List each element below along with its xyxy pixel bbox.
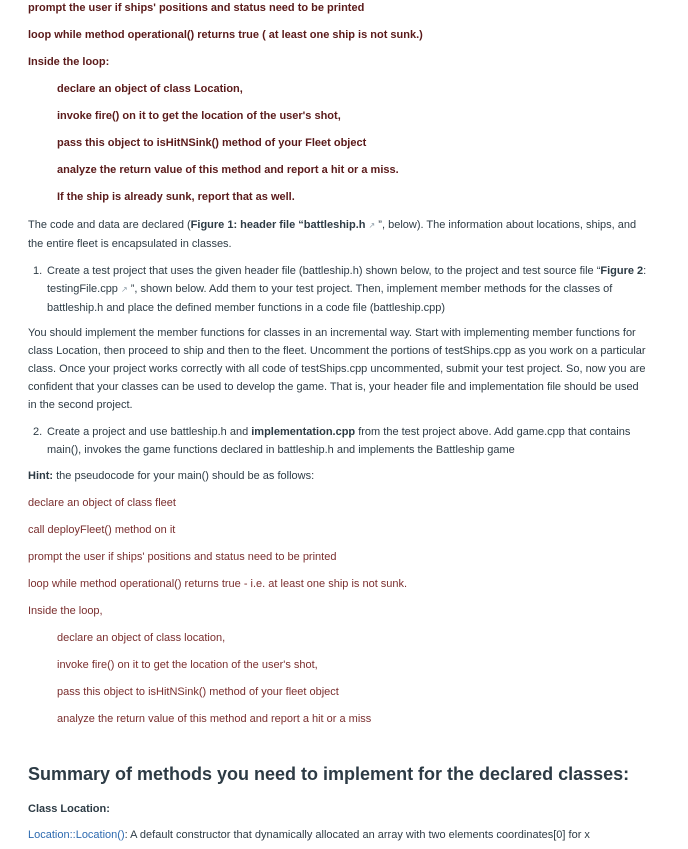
block1-line2: loop while method operational() returns true ( at least one ship is not sunk.): [28, 29, 423, 41]
figure1-label: Figure 1: header file “battleship.h: [190, 219, 366, 231]
block1-line6: pass this object to isHitNSink() method of your Fleet object: [57, 137, 367, 149]
block1-line1: prompt the user if ships' positions and status need to be printed: [28, 2, 365, 14]
incremental-paragraph: You should implement the member functions for classes in an incremental way. Start with implementing member functions for class Location, then proceed to ship and then to the fleet. Uncomment the portions of testShips.cpp as you work on a particular class. Once your project works correctly with all code of testShips.cpp uncommented, submit your test project. So, now you are confident that your classes can be used to develop the game. That is, your header file and implementation file should be used in the second project.: [28, 327, 646, 411]
block2-line2: call deployFleet() method on it: [28, 524, 176, 536]
hint-line: Hint: the pseudocode for your main() should be as follows:: [28, 470, 315, 482]
block1-line3: Inside the loop:: [28, 56, 110, 68]
block2-line7: invoke fire() on it to get the location of the user's shot,: [57, 659, 318, 671]
block1-line4: declare an object of class Location,: [57, 83, 243, 95]
list-item: 2. Create a project and use battleship.h and implementation.cpp from the test project above. Add game.cpp that contains main(), invokes the game functions declared in battleship.h and implements the Battleship game: [33, 426, 631, 456]
list-item: 1. Create a test project that uses the given header file (battleship.h) shown below, to the project and test source file “Figure 2: testingFile.cpp ↗ ”, shown below. Add them to your test project. Then, implement member methods for the classes of battleship.h and place the defined member functions in a code file (battleship.cpp): [33, 265, 647, 314]
location-constructor-line: Location::Location(): A default constructor that dynamically allocated an array with two elements coordinates[0] for x: [28, 829, 590, 841]
block2-line4: loop while method operational() returns true - i.e. at least one ship is not sunk.: [28, 578, 408, 590]
block2-line9: analyze the return value of this method and report a hit or a miss: [57, 713, 372, 725]
block1-line5: invoke fire() on it to get the location of the user's shot,: [57, 110, 341, 122]
block2-line3: prompt the user if ships' positions and status need to be printed: [28, 551, 337, 563]
block2-line8: pass this object to isHitNSink() method of your fleet object: [57, 686, 339, 698]
location-constructor-link[interactable]: Location::Location(): [28, 829, 125, 841]
intro-paragraph: The code and data are declared (Figure 1: header file “battleship.h ↗ ”, below). The information about locations, ships, and the entire fleet is encapsulated in classes.: [28, 219, 637, 250]
external-link-icon[interactable]: ↗: [121, 285, 128, 294]
block1-line7: analyze the return value of this method and report a hit or a miss.: [57, 164, 399, 176]
block2-line6: declare an object of class location,: [57, 632, 226, 644]
summary-heading: Summary of methods you need to implement for the declared classes:: [28, 764, 630, 784]
block1-line8: If the ship is already sunk, report that as well.: [57, 191, 295, 203]
external-link-icon[interactable]: ↗: [368, 221, 376, 230]
block2-line1: declare an object of class fleet: [28, 497, 176, 509]
figure2-label: Figure 2: [600, 265, 644, 277]
block2-line5: Inside the loop,: [28, 605, 103, 617]
class-location-heading: Class Location:: [28, 803, 110, 815]
